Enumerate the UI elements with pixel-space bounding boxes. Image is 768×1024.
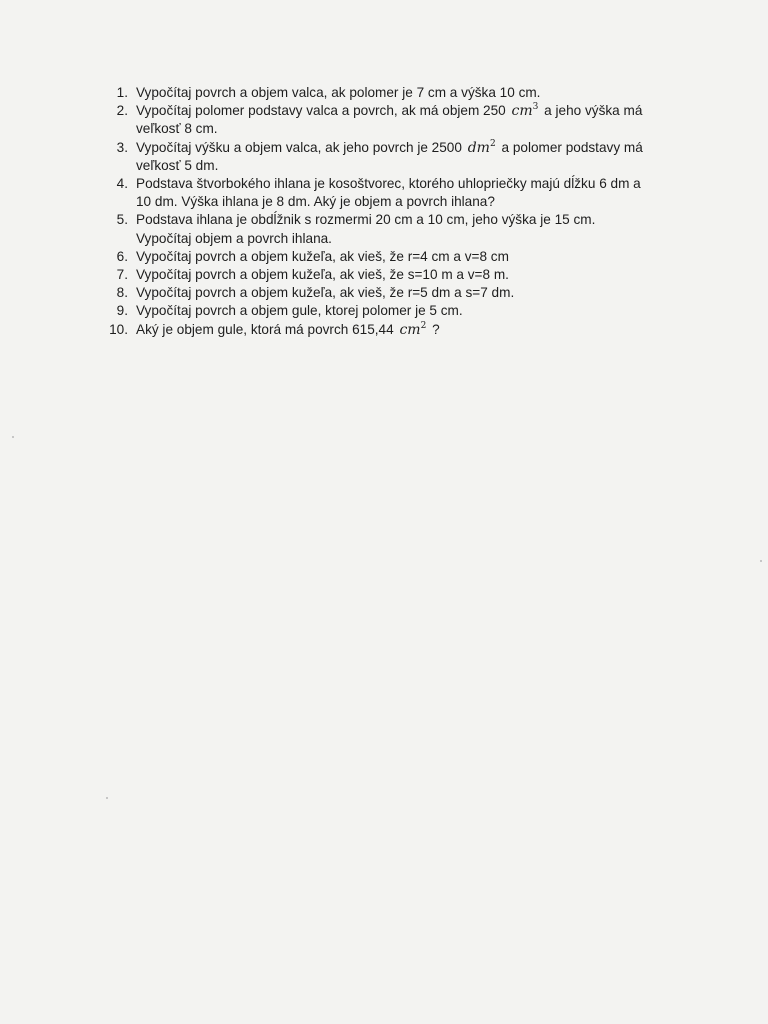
exercise-text-continuation: veľkosť 8 cm. [136, 121, 218, 137]
exercise-text: Vypočítaj povrch a objem kužeľa, ak vieš, že r=4 cm a v=8 cm [136, 248, 509, 264]
unit-exponent: 3 [532, 102, 539, 113]
unit-symbol: cm [399, 321, 421, 338]
unit-exponent: 2 [420, 320, 427, 331]
exercise-8 [108, 284, 688, 302]
exercise-2 [108, 102, 688, 138]
exercise-10 [108, 321, 688, 339]
exercise-text: Vypočítaj povrch a objem kužeľa, ak vieš, že s=10 m a v=8 m. [136, 267, 509, 283]
exercise-text: a polomer podstavy má [501, 139, 643, 155]
unit-expression [468, 140, 496, 156]
scan-speck [12, 436, 14, 438]
exercise-text: a jeho výška má [544, 103, 643, 119]
exercise-4 [108, 175, 688, 211]
exercise-number: 6. [116, 248, 128, 264]
exercise-number: 4. [116, 176, 128, 192]
exercise-number: 10. [109, 321, 128, 337]
exercise-number: 9. [116, 303, 128, 319]
exercise-number: 2. [116, 103, 128, 119]
exercise-text: Podstava ihlana je obdĺžnik s rozmermi 20 cm a 10 cm, jeho výška je 15 cm. [136, 212, 596, 228]
exercise-number: 8. [116, 285, 128, 301]
exercise-number: 7. [116, 267, 128, 283]
exercise-text: Vypočítaj výšku a objem valca, ak jeho povrch je 2500 [136, 139, 462, 155]
exercise-text: Podstava štvorbokého ihlana je kosoštvorec, ktorého uhlopriečky majú dĺžku 6 dm a [136, 176, 641, 192]
exercise-6 [108, 248, 688, 266]
unit-expression [512, 103, 539, 119]
unit-expression [399, 322, 426, 338]
exercise-text: Vypočítaj povrch a objem gule, ktorej polomer je 5 cm. [136, 303, 463, 319]
exercise-text-continuation: 10 dm. Výška ihlana je 8 dm. Aký je objem a povrch ihlana? [136, 194, 495, 210]
scan-speck [106, 797, 108, 799]
scan-speck [760, 560, 762, 562]
exercise-text: Vypočítaj povrch a objem kužeľa, ak vieš, že r=5 dm a s=7 dm. [136, 285, 515, 301]
unit-symbol: dm [467, 139, 490, 156]
exercise-list [108, 84, 688, 339]
exercise-3 [108, 139, 688, 175]
exercise-9 [108, 302, 688, 320]
unit-symbol: cm [511, 103, 533, 120]
exercise-5 [108, 211, 688, 247]
exercise-text: ? [432, 321, 440, 337]
exercise-text-continuation: veľkosť 5 dm. [136, 157, 219, 173]
exercise-number: 1. [116, 85, 128, 100]
unit-exponent: 2 [489, 138, 496, 149]
exercise-text: Aký je objem gule, ktorá má povrch 615,44 [136, 321, 394, 337]
exercise-text: Vypočítaj polomer podstavy valca a povrch, ak má objem 250 [136, 103, 506, 119]
exercise-text-continuation: Vypočítaj objem a povrch ihlana. [136, 230, 332, 246]
exercise-number: 5. [116, 212, 128, 228]
exercise-1 [108, 84, 688, 102]
exercise-number: 3. [116, 139, 128, 155]
exercise-7 [108, 266, 688, 284]
exercise-text: Vypočítaj povrch a objem valca, ak polomer je 7 cm a výška 10 cm. [136, 85, 541, 100]
